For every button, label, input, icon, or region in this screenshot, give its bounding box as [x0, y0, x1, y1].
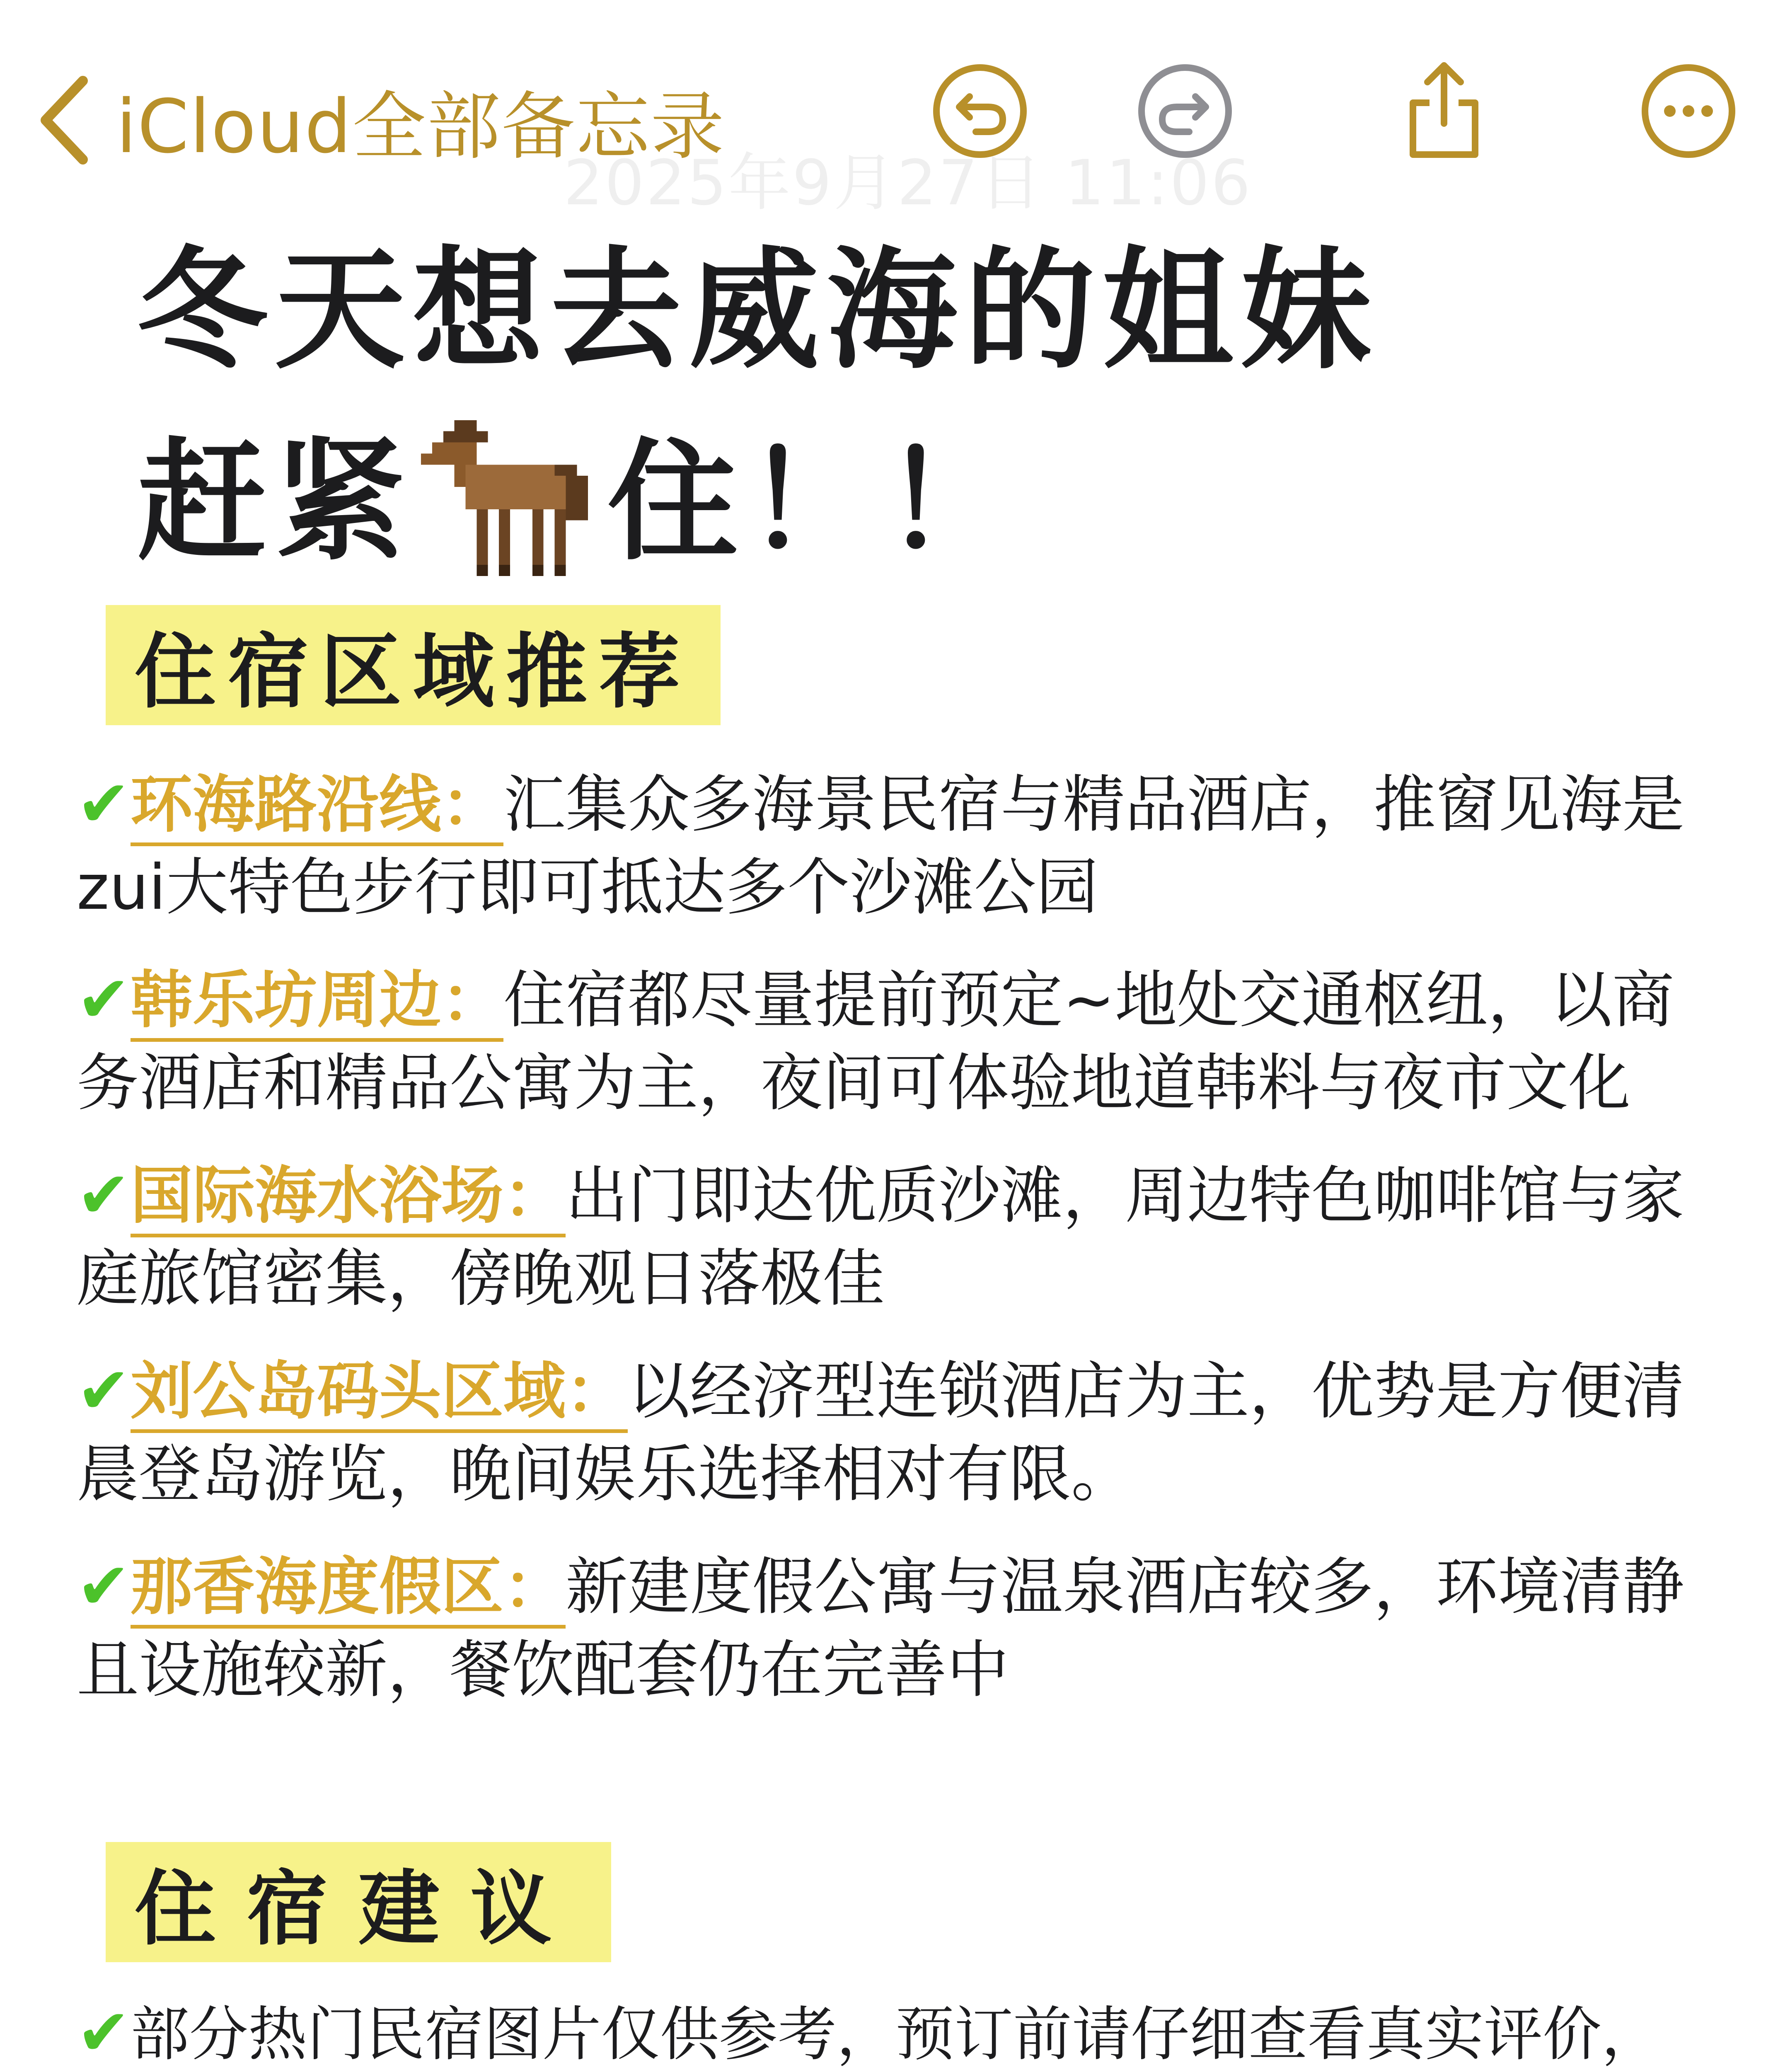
area-description: 新建度假公寓与温泉酒店较多，环境清静且设施较新，餐饮配套仍在完善中	[77, 1551, 1684, 1706]
area-description: 住宿都尽量提前预定~地处交通枢纽，以商务酒店和精品公寓为主，夜间可体验地道韩料与夜市文化	[77, 964, 1674, 1119]
list-item	[77, 762, 1717, 929]
title-line-2	[137, 398, 1670, 589]
back-label: iCloud全部备忘录	[116, 84, 725, 169]
title-line-1: 冬天想去威海的姐妹	[137, 235, 1379, 387]
area-description: 出门即达优质沙滩，周边特色咖啡馆与家庭旅馆密集，傍晚观日落极佳	[77, 1160, 1684, 1315]
lodging-tips-list	[77, 1993, 1717, 2072]
section-heading-area-recommendations: 住宿区域推荐	[106, 605, 721, 725]
area-label: 刘公岛码头区域：	[131, 1356, 628, 1433]
list-item	[77, 1154, 1717, 1320]
share-icon	[1394, 61, 1494, 161]
share-button[interactable]	[1394, 61, 1494, 161]
chevron-left-icon	[37, 75, 91, 166]
area-description: 汇集众多海景民宿与精品酒店，推窗见海是zui大特色步行即可抵达多个沙滩公园	[77, 769, 1684, 924]
area-recommendation-list	[77, 762, 1717, 1740]
area-label: 韩乐坊周边：	[131, 964, 503, 1042]
note-title	[137, 224, 1670, 589]
checkmark-icon: ✔	[77, 1995, 131, 2070]
more-icon	[1639, 61, 1738, 161]
list-item	[77, 1545, 1717, 1711]
list-item	[77, 1349, 1717, 1516]
checkmark-icon: ✔	[77, 1549, 131, 1624]
list-item	[77, 1993, 1717, 2072]
title-line-2-start: 赶紧	[137, 426, 413, 578]
tip-text: 部分热门民宿图片仅供参考，预订前请仔细查看真实评价，	[130, 2000, 1660, 2069]
checkmark-icon: ✔	[77, 1157, 131, 1232]
section-heading-lodging-tips: 住宿建议	[106, 1842, 611, 1962]
more-button[interactable]	[1639, 61, 1738, 161]
area-label: 环海路沿线：	[131, 769, 503, 846]
area-label: 国际海水浴场：	[131, 1160, 566, 1237]
checkmark-icon: ✔	[77, 766, 131, 841]
note-timestamp: 2025年9月27日 11:06	[564, 147, 1252, 219]
checkmark-icon: ✔	[77, 962, 131, 1037]
title-line-2-end: 住！！	[607, 426, 1021, 578]
list-item	[77, 958, 1717, 1125]
checkmark-icon: ✔	[77, 1353, 131, 1428]
horse-emoji-icon	[421, 398, 599, 576]
area-label: 那香海度假区：	[131, 1551, 566, 1629]
area-description: 以经济型连锁酒店为主，优势是方便清晨登岛游览，晚间娱乐选择相对有限。	[77, 1356, 1684, 1510]
